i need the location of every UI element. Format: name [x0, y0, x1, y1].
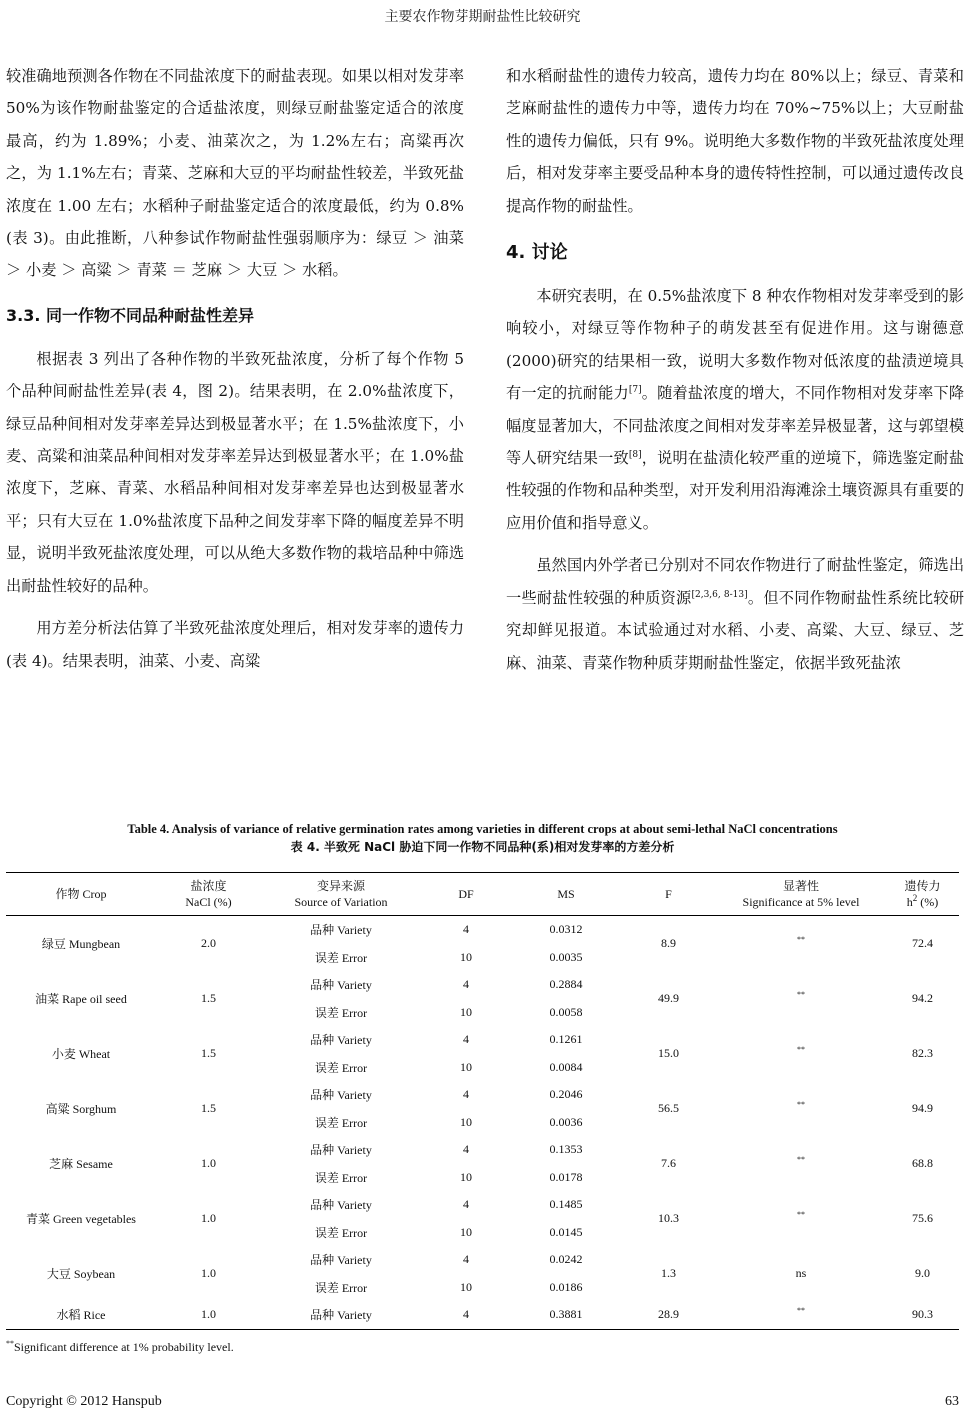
paragraph: [506, 549, 964, 679]
nacl-cell: 1.5: [201, 991, 216, 1005]
heritability-cell: 68.8: [912, 1156, 933, 1170]
left-column: [6, 60, 464, 677]
heritability-cell: 94.2: [912, 991, 933, 1005]
df-cell: 4: [463, 1032, 469, 1047]
df-cell: 4: [421, 1301, 511, 1329]
paragraph: [506, 280, 964, 539]
df-cell: 10: [460, 1224, 472, 1239]
f-cell: 15.0: [658, 1046, 679, 1060]
significance-cell: **: [797, 990, 805, 999]
df-cell: 10: [460, 1004, 472, 1019]
paragraph-text: ，说明在盐渍化较严重的逆境下，筛选鉴定耐盐性较强的作物和品种类型，对开发利用沿海滩涂土壤资源具有重要的应用价值和指导意义。: [506, 449, 965, 532]
table-row: [6, 1301, 959, 1329]
heritability-cell: 72.4: [912, 936, 933, 950]
citation-ref: [7]: [628, 385, 642, 396]
significance-cell: **: [716, 1301, 886, 1329]
table-row: [6, 971, 959, 999]
table-caption-english: Table 4. Analysis of variance of relative germination rates among varieties in different crops at about semi-lethal NaCl concentrations: [127, 822, 838, 836]
paragraph-text: 本研究表明，在 0.5%盐浓度下 8 种农作物相对发芽率受到的影响较小，对绿豆等作物种子的萌发甚至有促进作用。这与谢德意(2000)研究的结果相一致，说明大多数作物对低浓度的盐渍逆境具有一定的抗耐能力: [506, 287, 964, 403]
df-cell: 4: [463, 922, 469, 937]
source-cell: 品种 Variety: [310, 1198, 372, 1213]
significance-cell: **: [797, 1155, 805, 1164]
paragraph: 用方差分析法估算了半致死盐浓度处理后，相对发芽率的遗传力(表 4)。结果表明，油菜、小麦、高粱: [6, 619, 464, 670]
copyright: Copyright © 2012 Hanspub: [6, 1394, 162, 1409]
ms-cell: 0.0058: [549, 1004, 583, 1019]
ms-cell: 0.0242: [549, 1252, 583, 1267]
ms-cell: 0.2884: [549, 977, 583, 992]
header-f: F: [621, 873, 716, 916]
page-number: 63: [945, 1394, 959, 1409]
f-cell: 1.3: [661, 1266, 676, 1280]
table-row: [6, 916, 959, 944]
nacl-cell: 2.0: [201, 936, 216, 950]
df-cell: 10: [460, 949, 472, 964]
crop-cell: 青菜 Green vegetables: [26, 1212, 136, 1226]
f-cell: 7.6: [661, 1156, 676, 1170]
table-row: [6, 1081, 959, 1109]
nacl-cell: 1.0: [201, 1156, 216, 1170]
crop-cell: 水稻 Rice: [6, 1301, 156, 1329]
header-source: 变异来源 Source of Variation: [261, 873, 421, 916]
header-ms: MS: [511, 873, 621, 916]
source-cell: 误差 Error: [314, 1005, 368, 1020]
df-cell: 4: [463, 977, 469, 992]
f-cell: 56.5: [658, 1101, 679, 1115]
table-row: [6, 1246, 959, 1274]
df-cell: 4: [463, 1252, 469, 1267]
paragraph-text: 。但不同作物耐盐性系统比较研究却鲜见报道。本试验通过对水稻、小麦、高粱、大豆、绿豆、芝麻、油菜、青菜作物种质芽期耐盐性鉴定，依据半致死盐浓: [506, 588, 965, 672]
ms-cell: 0.3881: [511, 1301, 621, 1329]
table-header-row: [6, 873, 959, 916]
table-footnote: **Significant difference at 1% probability level.: [6, 1339, 234, 1354]
crop-cell: 大豆 Soybean: [46, 1267, 116, 1281]
ms-cell: 0.1485: [549, 1197, 583, 1212]
df-cell: 4: [463, 1197, 469, 1212]
significance-cell: **: [797, 935, 805, 944]
df-cell: 10: [460, 1114, 472, 1129]
paragraph: 较准确地预测各作物在不同盐浓度下的耐盐表现。如果以相对发芽率 50%为该作物耐盐鉴定的合适盐浓度，则绿豆耐盐鉴定适合的浓度最高，约为 1.89%；小麦、油菜次之，为 1.2%左右；高粱再次之，为 1.1%左右；青菜、芝麻和大豆的平均耐盐性较差，半致死盐浓度在 1.00 左右；水稻种子耐盐鉴定适合的浓度最低，约为 0.8%(表 3)。由此推断，八种参试作物耐盐性强弱顺序为：绿豆 ＞ 油菜 ＞ 小麦 ＞ 高粱 ＞ 青菜 ＝ 芝麻 ＞ 大豆 ＞ 水稻。: [6, 67, 464, 280]
nacl-cell: 1.5: [201, 1101, 216, 1115]
section-heading: 3.3. 同一作物不同品种耐盐性差异: [6, 305, 254, 325]
significance-cell: **: [797, 1045, 805, 1054]
source-cell: 品种 Variety: [310, 1253, 372, 1268]
heritability-cell: 94.9: [912, 1101, 933, 1115]
header-significance: 显著性 Significance at 5% level: [716, 873, 886, 916]
header-heritability: 遗传力 $h^2$ (%): [886, 873, 959, 916]
ms-cell: 0.2046: [549, 1087, 583, 1102]
df-cell: 4: [463, 1087, 469, 1102]
ms-cell: 0.1353: [549, 1142, 583, 1157]
significance-cell: **: [797, 1210, 805, 1219]
source-cell: 品种 Variety: [310, 923, 372, 938]
ms-cell: 0.1261: [549, 1032, 583, 1047]
source-cell: 误差 Error: [314, 1115, 368, 1130]
ms-cell: 0.0145: [549, 1224, 583, 1239]
source-cell: 品种 Variety: [310, 1033, 372, 1048]
ms-cell: 0.0035: [549, 949, 583, 964]
table-row: [6, 1136, 959, 1164]
f-cell: 28.9: [621, 1301, 716, 1329]
df-cell: 10: [460, 1169, 472, 1184]
nacl-cell: 1.0: [201, 1266, 216, 1280]
df-cell: 4: [463, 1142, 469, 1157]
paragraph: 根据表 3 列出了各种作物的半致死盐浓度，分析了每个作物 5 个品种间耐盐性差异(表 4，图 2)。结果表明，在 2.0%盐浓度下，绿豆品种间相对发芽率差异达到极显著水平；在 1.5%盐浓度下，小麦、高粱和油菜品种间相对发芽率差异达到极显著水平；在 1.0%盐浓度下，芝麻、青菜、水稻品种间相对发芽率差异也达到极显著水平；只有大豆在 1.0%盐浓度下品种之间发芽率下降的幅度差异不明显，说明半致死盐浓度处理，可以从绝大多数作物的栽培品种中筛选出耐盐性较好的品种。: [6, 349, 464, 595]
table-row: [6, 1191, 959, 1219]
paragraph: 和水稻耐盐性的遗传力较高，遗传力均在 80%以上；绿豆、青菜和芝麻耐盐性的遗传力中等，遗传力均在 70%~75%以上；大豆耐盐性的遗传力偏低，只有 9%。说明绝大多数作物的半致死盐浓度处理后，相对发芽率主要受品种本身的遗传特性控制，可以通过遗传改良提高作物的耐盐性。: [506, 67, 964, 215]
f-cell: 49.9: [658, 991, 679, 1005]
significance-cell: ns: [795, 1266, 807, 1280]
paragraph-text: 。随着盐浓度的增大，不同作物相对发芽率下降幅度显著加大，不同盐浓度之间相对发芽率差异极显著，这与郭望模等人研究结果一致: [506, 384, 965, 468]
source-cell: 品种 Variety: [310, 1143, 372, 1158]
nacl-cell: 1.0: [156, 1301, 261, 1329]
nacl-cell: 1.0: [201, 1211, 216, 1225]
section-heading: 4. 讨论: [506, 242, 568, 264]
ms-cell: 0.0036: [549, 1114, 583, 1129]
citation-ref: [2,3,6, 8-13]: [691, 589, 748, 600]
f-cell: 8.9: [661, 936, 676, 950]
anova-table: [6, 872, 959, 1330]
source-cell: 品种 Variety: [261, 1301, 421, 1329]
nacl-cell: 1.5: [201, 1046, 216, 1060]
heritability-cell: 82.3: [912, 1046, 933, 1060]
source-cell: 误差 Error: [314, 1280, 368, 1295]
df-cell: 10: [460, 1059, 472, 1074]
source-cell: 误差 Error: [314, 1225, 368, 1240]
heritability-cell: 90.3: [886, 1301, 959, 1329]
paragraph-text: 虽然国内外学者已分别对不同农作物进行了耐盐性鉴定，筛选出一些耐盐性较强的种质资源: [506, 556, 964, 607]
table-row: [6, 1026, 959, 1054]
crop-cell: 油菜 Rape oil seed: [35, 992, 127, 1006]
citation-ref: [8]: [628, 450, 642, 460]
heritability-cell: 9.0: [915, 1266, 930, 1280]
df-cell: 10: [460, 1279, 472, 1294]
ms-cell: 0.0186: [549, 1279, 583, 1294]
crop-cell: 小麦 Wheat: [51, 1047, 111, 1061]
table-caption: [0, 820, 965, 856]
header-nacl: 盐浓度 NaCl (%): [156, 873, 261, 916]
source-cell: 品种 Variety: [310, 978, 372, 993]
page-footer: [6, 1394, 959, 1410]
crop-cell: 绿豆 Mungbean: [41, 937, 121, 951]
right-column: [506, 60, 964, 679]
significance-cell: **: [797, 1100, 805, 1109]
source-cell: 误差 Error: [314, 1060, 368, 1075]
header-crop: 作物 Crop: [6, 873, 156, 916]
crop-cell: 高粱 Sorghum: [45, 1102, 117, 1116]
table-caption-chinese: 表 4. 半致死 NaCl 胁迫下同一作物不同品种(系)相对发芽率的方差分析: [290, 840, 675, 854]
running-title: 主要农作物芽期耐盐性比较研究: [384, 9, 581, 25]
crop-cell: 芝麻 Sesame: [49, 1157, 113, 1171]
heritability-cell: 75.6: [912, 1211, 933, 1225]
source-cell: 误差 Error: [314, 950, 368, 965]
ms-cell: 0.0178: [549, 1169, 583, 1184]
ms-cell: 0.0312: [549, 922, 583, 937]
ms-cell: 0.0084: [549, 1059, 583, 1074]
source-cell: 品种 Variety: [310, 1088, 372, 1103]
source-cell: 误差 Error: [314, 1170, 368, 1185]
f-cell: 10.3: [658, 1211, 679, 1225]
header-df: DF: [421, 873, 511, 916]
